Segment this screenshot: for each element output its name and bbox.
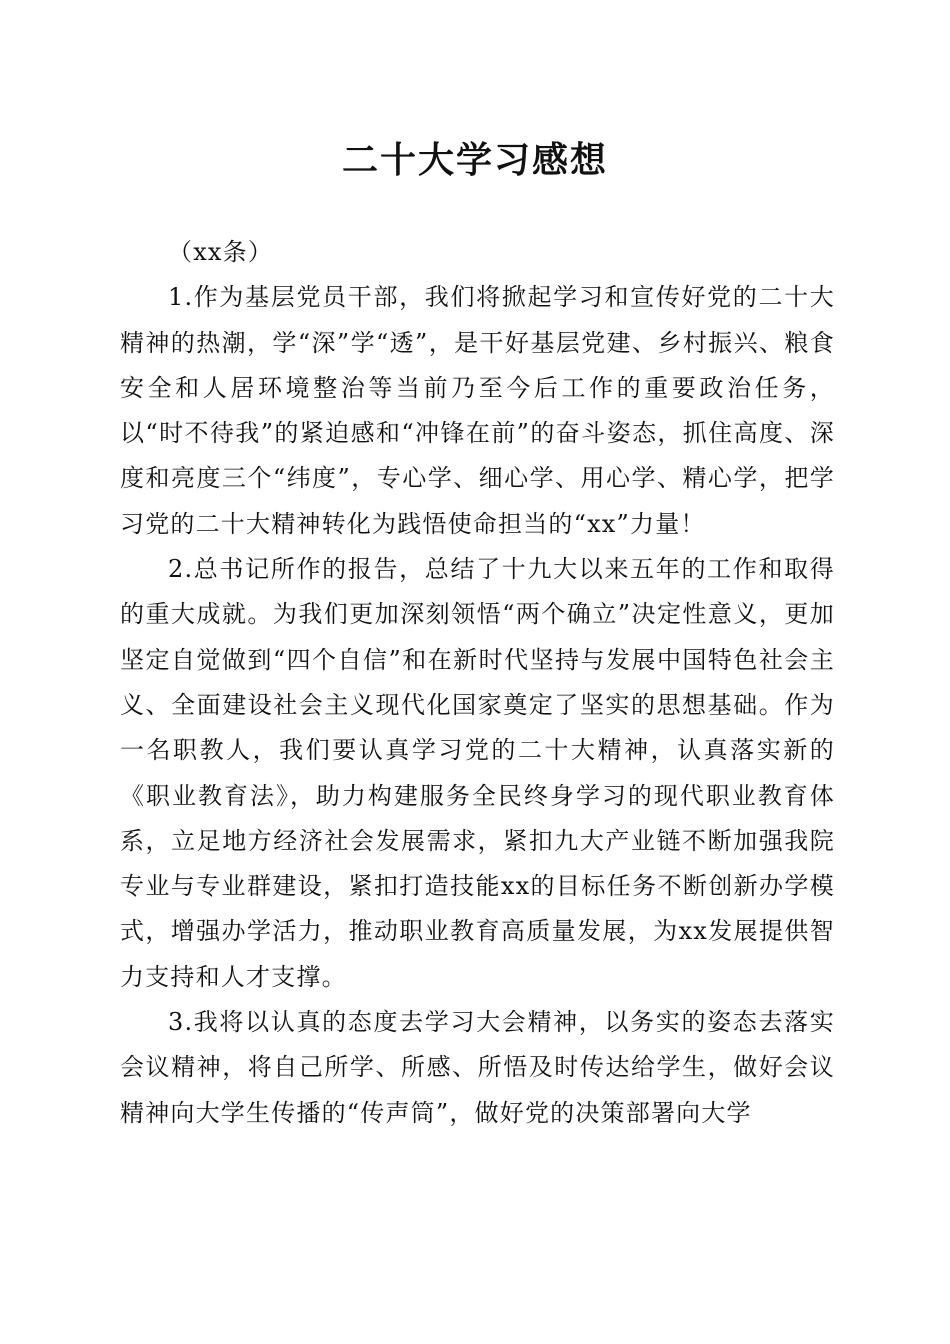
- paragraph-3: 3.我将以认真的态度去学习大会精神，以务实的姿态去落实会议精神，将自己所学、所感、所悟及时传达给学生，做好会议精神向大学生传播的“传声筒”，做好党的决策部署向大学: [120, 1008, 835, 1127]
- paragraph-1: 1.作为基层党员干部，我们将掀起学习和宣传好党的二十大精神的热潮，学“深”学“透”，是干好基层党建、乡村振兴、粮食安全和人居环境整治等当前乃至今后工作的重要政治任务，以“时不待我”的紧迫感和“冲锋在前”的奋斗姿态，抓住高度、深度和亮度三个“纬度”，专心学、细心学、用心学、精心学，把学习党的二十大精神转化为践悟使命担当的“xx”力量！: [120, 283, 835, 538]
- document-subtitle: （xx条）: [168, 238, 274, 266]
- document-body: [120, 230, 835, 1136]
- paragraph-2: 2.总书记所作的报告，总结了十九大以来五年的工作和取得的重大成就。为我们更加深刻领悟“两个确立”决定性意义，更加坚定自觉做到“四个自信”和在新时代坚持与发展中国特色社会主义、全面建设社会主义现代化国家奠定了坚实的思想基础。作为一名职教人，我们要认真学习党的二十大精神，认真落实新的《职业教育法》，助力构建服务全民终身学习的现代职业教育体系，立足地方经济社会发展需求，紧扣九大产业链不断加强我院专业与专业群建设，紧扣打造技能xx的目标任务不断创新办学模式，增强办学活力，推动职业教育高质量发展，为xx发展提供智力支持和人才支撑。: [120, 555, 835, 991]
- document-title: 二十大学习感想: [341, 139, 608, 181]
